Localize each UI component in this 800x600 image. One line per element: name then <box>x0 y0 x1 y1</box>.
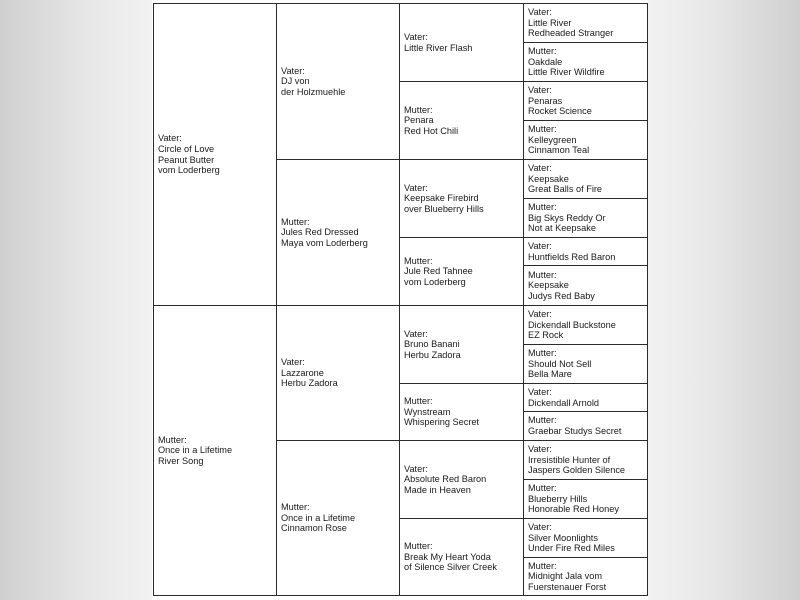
dog-name-line: Fuerstenauer Forst <box>528 581 607 592</box>
relation-label: Mutter: <box>528 202 557 213</box>
dog-name-line: Keepsake Firebird <box>404 193 479 204</box>
dog-name-line: Lazzarone <box>281 367 324 378</box>
pedigree-cell-sire-dam-sire-sire <box>524 160 648 199</box>
dog-name-line: Wynstream <box>404 406 451 417</box>
dog-name-line: Kelleygreen <box>528 134 577 145</box>
relation-label: Mutter: <box>528 124 557 135</box>
relation-label: Mutter: <box>528 415 557 426</box>
relation-label: Vater: <box>404 182 428 193</box>
dog-name-line: Should Not Sell <box>528 358 592 369</box>
pedigree-cell-dam <box>154 306 277 596</box>
relation-label: Mutter: <box>528 269 557 280</box>
relation-label: Vater: <box>281 357 305 368</box>
pedigree-cell-dam-dam-dam <box>400 519 524 596</box>
dog-name-line: Huntfields Red Baron <box>528 251 616 262</box>
relation-label: Mutter: <box>404 104 433 115</box>
dog-name-line: Herbu Zadora <box>404 349 461 360</box>
relation-label: Vater: <box>404 31 428 42</box>
dog-name-line: Maya vom Loderberg <box>281 237 368 248</box>
dog-name-line: Whispering Secret <box>404 417 480 428</box>
pedigree-cell-dam-dam-dam-sire <box>524 519 648 558</box>
dog-name-line: Cinnamon Teal <box>528 145 590 156</box>
pedigree-table <box>153 3 648 596</box>
relation-label: Mutter: <box>404 541 433 552</box>
dog-name-line: Under Fire Red Miles <box>528 543 615 554</box>
dog-name-line: Jaspers Golden Silence <box>528 465 626 476</box>
relation-label: Vater: <box>404 463 428 474</box>
pedigree-cell-sire-dam-dam-dam <box>524 266 648 306</box>
pedigree-cell-sire-sire-dam-dam <box>524 121 648 160</box>
dog-name-line: Herbu Zadora <box>281 378 338 389</box>
relation-label: Vater: <box>528 386 552 397</box>
pedigree-cell-sire-sire-sire <box>400 4 524 82</box>
pedigree-cell-dam-sire-dam-sire <box>524 384 648 412</box>
background-left <box>0 0 152 600</box>
pedigree-cell-dam-dam-sire <box>400 441 524 519</box>
pedigree-cell-sire-dam-sire <box>400 160 524 238</box>
relation-label: Vater: <box>528 444 552 455</box>
pedigree-cell-dam-dam-dam-dam <box>524 558 648 596</box>
dog-name-line: Peanut Butter <box>158 154 215 165</box>
pedigree-cell-sire-sire-dam <box>400 82 524 160</box>
pedigree-cell-dam-dam-sire-dam <box>524 480 648 519</box>
pedigree-cell-dam-dam-sire-sire <box>524 441 648 480</box>
pedigree-cell-sire-dam <box>277 160 400 306</box>
dog-name-line: Bruno Banani <box>404 339 460 350</box>
background-right <box>648 0 800 600</box>
dog-name-line: Penara <box>404 115 434 126</box>
dog-name-line: vom Loderberg <box>404 276 466 287</box>
dog-name-line: River Song <box>158 455 204 466</box>
pedigree-cell-dam-dam <box>277 441 400 596</box>
dog-name-line: Little River Wildfire <box>528 67 605 78</box>
relation-label: Mutter: <box>404 255 433 266</box>
dog-name-line: Big Skys Reddy Or <box>528 212 606 223</box>
pedigree-cell-sire-sire-sire-sire <box>524 4 648 43</box>
dog-name-line: Once in a Lifetime <box>158 445 233 456</box>
dog-name-line: vom Loderberg <box>158 165 220 176</box>
pedigree-cell-dam-sire-sire <box>400 306 524 384</box>
dog-name-line: Red Hot Chili <box>404 125 459 136</box>
dog-name-line: Bella Mare <box>528 369 572 380</box>
dog-name-line: Keepsake <box>528 173 569 184</box>
pedigree-cell-dam-sire-sire-dam <box>524 345 648 384</box>
dog-name-line: Little River Flash <box>404 42 473 53</box>
pedigree-cell-sire-dam-dam-sire <box>524 238 648 266</box>
dog-name-line: Dickendall Arnold <box>528 397 599 408</box>
dog-name-line: over Blueberry Hills <box>404 203 484 214</box>
dog-name-line: Break My Heart Yoda <box>404 551 491 562</box>
pedigree-cell-sire-sire-sire-dam <box>524 43 648 82</box>
relation-label: Vater: <box>528 7 552 18</box>
relation-label: Vater: <box>528 522 552 533</box>
dog-name-line: Irresistible Hunter of <box>528 454 611 465</box>
dog-name-line: Made in Heaven <box>404 484 471 495</box>
pedigree-cell-dam-sire-sire-sire <box>524 306 648 345</box>
pedigree-cell-sire-sire-dam-sire <box>524 82 648 121</box>
relation-label: Vater: <box>158 133 182 144</box>
dog-name-line: Absolute Red Baron <box>404 474 487 485</box>
relation-label: Mutter: <box>528 348 557 359</box>
relation-label: Mutter: <box>528 46 557 57</box>
dog-name-line: Rocket Science <box>528 106 592 117</box>
relation-label: Vater: <box>528 85 552 96</box>
dog-name-line: der Holzmuehle <box>281 86 346 97</box>
pedigree-cell-dam-sire <box>277 306 400 441</box>
dog-name-line: of Silence Silver Creek <box>404 562 497 573</box>
relation-label: Mutter: <box>158 434 187 445</box>
pedigree-cell-dam-sire-dam-dam <box>524 412 648 441</box>
dog-name-line: Dickendall Buckstone <box>528 319 616 330</box>
dog-name-line: Jules Red Dressed <box>281 227 359 238</box>
relation-label: Mutter: <box>404 396 433 407</box>
dog-name-line: Oakdale <box>528 56 563 67</box>
relation-label: Vater: <box>528 163 552 174</box>
pedigree-cell-sire-sire <box>277 4 400 160</box>
relation-label: Vater: <box>528 309 552 320</box>
relation-label: Mutter: <box>528 560 557 571</box>
relation-label: Vater: <box>528 240 552 251</box>
dog-name-line: Great Balls of Fire <box>528 184 603 195</box>
dog-name-line: Silver Moonlights <box>528 532 598 543</box>
dog-name-line: Cinnamon Rose <box>281 523 347 534</box>
dog-name-line: Little River <box>528 17 572 28</box>
dog-name-line: Blueberry Hills <box>528 493 588 504</box>
dog-name-line: Midnight Jala vom <box>528 571 603 582</box>
relation-label: Vater: <box>281 65 305 76</box>
pedigree-cell-sire-dam-sire-dam <box>524 199 648 238</box>
dog-name-line: Honorable Red Honey <box>528 504 619 515</box>
dog-name-line: Redheaded Stranger <box>528 28 614 39</box>
dog-name-line: Keepsake <box>528 280 569 291</box>
dog-name-line: Graebar Studys Secret <box>528 426 622 436</box>
dog-name-line: Not at Keepsake <box>528 223 596 234</box>
dog-name-line: Once in a Lifetime <box>281 512 356 523</box>
pedigree-document <box>152 0 648 600</box>
relation-label: Vater: <box>404 328 428 339</box>
relation-label: Mutter: <box>281 502 310 513</box>
pedigree-cell-sire-dam-dam <box>400 238 524 306</box>
relation-label: Mutter: <box>281 216 310 227</box>
dog-name-line: Jule Red Tahnee <box>404 266 473 277</box>
dog-name-line: Circle of Love <box>158 143 215 154</box>
pedigree-cell-dam-sire-dam <box>400 384 524 441</box>
dog-name-line: Penaras <box>528 95 563 106</box>
dog-name-line: Judys Red Baby <box>528 290 595 301</box>
pedigree-cell-sire <box>154 4 277 306</box>
dog-name-line: EZ Rock <box>528 330 564 341</box>
dog-name-line: DJ von <box>281 76 310 87</box>
relation-label: Mutter: <box>528 483 557 494</box>
